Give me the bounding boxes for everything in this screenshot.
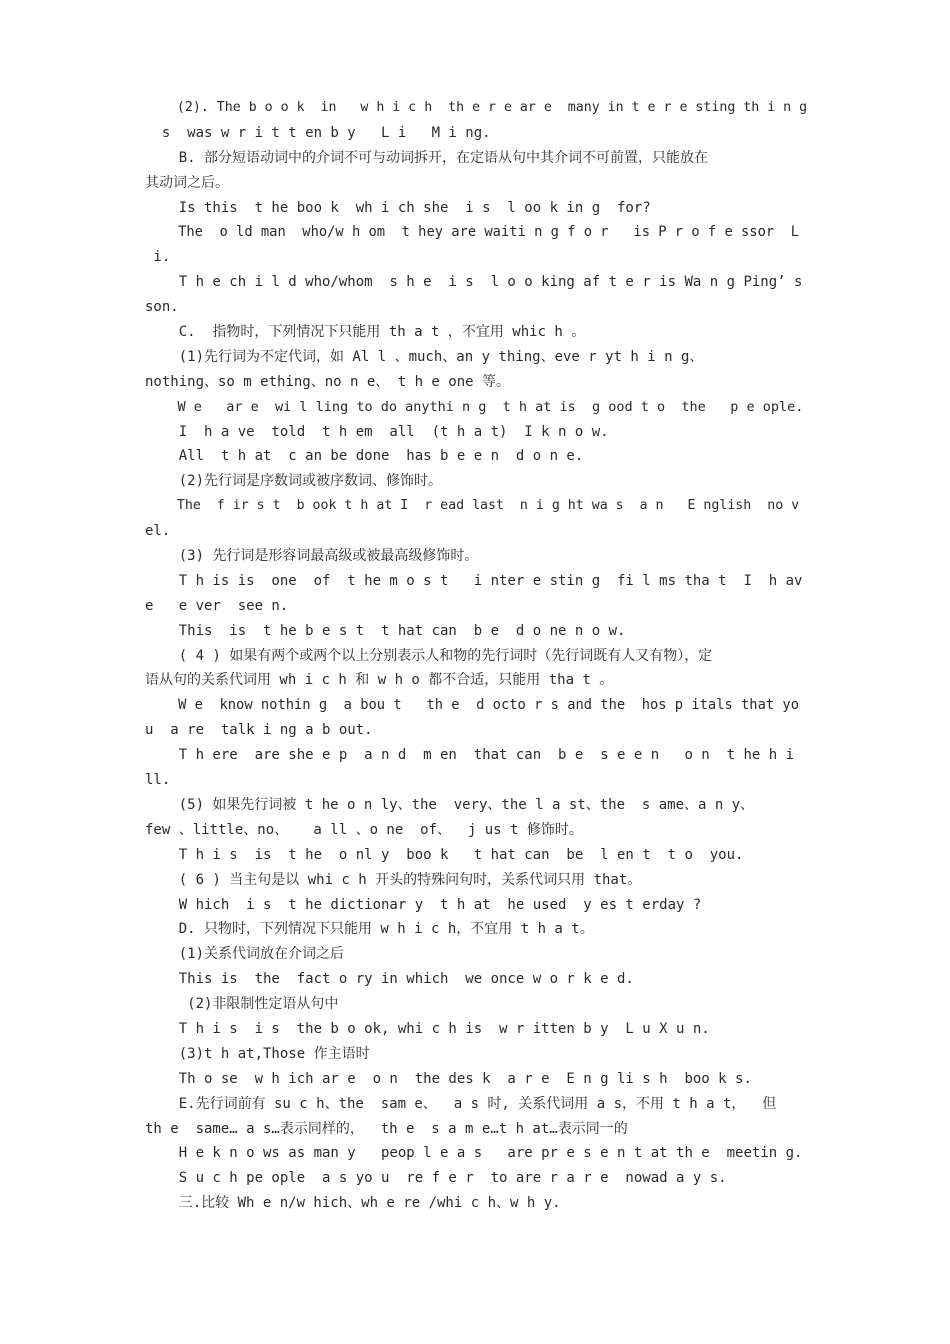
text-line: The f ir s t b ook t h at I r ead last n i g ht wa s a n E nglish no v	[145, 498, 800, 514]
text-line: (3) 先行词是形容词最高级或被最高级修饰时。	[145, 548, 479, 565]
text-line: (3)t h at,Those 作主语时	[145, 1045, 370, 1062]
text-line: s was w r i t t en b y L i M i ng.	[145, 124, 491, 141]
text-line: (5) 如果先行词被 t he o n ly、the very、the l a st、the s ame、a n y、	[145, 796, 755, 813]
text-line: son.	[145, 299, 179, 316]
text-line: ( 6 ) 当主句是以 whi c h 开头的特殊问句时，关系代词只用 that。	[145, 871, 642, 888]
text-line: T h ere are she e p a n d m en that can b e s e e n o n t he h i	[145, 747, 795, 764]
text-line: This is the fact o ry in which we once w o r k e d.	[145, 971, 634, 988]
text-line: (2)非限制性定语从句中	[145, 996, 339, 1013]
text-line: T h i s is t he o nl y boo k t hat can be l en t t o you.	[145, 846, 744, 863]
text-line: Th o se w h ich ar e o n the des k a r e E n g li s h boo k s.	[145, 1070, 752, 1087]
text-line: 三.比较 Wh e n/w hich、wh e re /whi c h、w h y.	[145, 1195, 561, 1212]
text-line: E.先行词前有 su c h、the sam e、 a s 时, 关系代词用 a s，不用 t h a t， 但	[145, 1095, 777, 1112]
text-line: T h e ch i l d who/whom s h e i s l o o king af t e r is Wa n g Ping’ s	[145, 274, 803, 291]
text-line: th e same… a s…表示同样的， th e s a m e…t h at…表示同一的	[145, 1120, 628, 1137]
text-line: Is this t he boo k wh i ch she i s l oo k in g for?	[145, 199, 651, 216]
text-line: el.	[145, 523, 171, 540]
text-line: (2)先行词是序数词或被序数词、修饰时。	[145, 473, 442, 490]
text-line: All t h at c an be done has b e e n d o n e.	[145, 448, 584, 465]
text-line: i.	[145, 249, 171, 266]
text-line: few 、little、no、 a ll 、o ne of、 j us t 修饰时。	[145, 821, 583, 838]
text-line: 语从句的关系代词用 wh i c h 和 w h o 都不合适，只能用 tha t 。	[145, 672, 614, 689]
document-body	[145, 96, 807, 1216]
text-line: W e ar e wi l ling to do anythi n g t h at is g ood t o the p e ople.	[145, 398, 804, 415]
text-line: B. 部分短语动词中的介词不可与动词拆开，在定语从句中其介词不可前置，只能放在	[145, 149, 708, 166]
text-line: I h a ve told t h em all (t h a t) I k n o w.	[145, 423, 609, 440]
text-line: nothing、so m ething、no n e、 t h e one 等。	[145, 373, 511, 390]
text-line: The o ld man who/w h om t hey are waiti n g f o r is P r o f e ssor L	[145, 224, 799, 241]
text-line: e e ver see n.	[145, 597, 289, 614]
text-line: H e k n o ws as man y peop l e a s are pr e s e n t at th e meetin g.	[145, 1145, 803, 1162]
text-line: (2). The b o o k in w h i c h th e r e ar e many in t e r e sting th i n g	[145, 100, 807, 115]
text-line: T h i s i s the b o ok, whi c h is w r itten b y L u X u n.	[145, 1020, 710, 1037]
text-line: ll.	[145, 772, 171, 789]
text-line: (1)关系代词放在介词之后	[145, 946, 345, 963]
text-line: W hich i s t he dictionar y t h at he used y es t erday ?	[145, 896, 702, 913]
text-line: u a re talk i ng a b out.	[145, 722, 373, 739]
text-line: S u c h pe ople a s yo u re f e r to are r a r e nowad a y s.	[145, 1170, 727, 1187]
text-line: W e know nothin g a bou t th e d octo r s and the hos p itals that yo	[145, 697, 799, 714]
text-line: ( 4 ) 如果有两个或两个以上分别表示人和物的先行词时（先行词既有人又有物），定	[145, 647, 713, 664]
text-line: C. 指物时，下列情况下只能用 th a t ，不宜用 whic h 。	[145, 324, 586, 341]
text-line: (1)先行词为不定代词，如 Al l 、much、an y thing、eve r yt h i n g、	[145, 348, 704, 365]
text-line: T h is is one of t he m o s t i nter e stin g fi l ms tha t I h av	[145, 572, 803, 589]
text-line: This is t he b e s t t hat can b e d o ne n o w.	[145, 622, 626, 639]
text-line: D. 只物时，下列情况下只能用 w h i c h，不宜用 t h a t。	[145, 921, 594, 938]
text-line: 其动词之后。	[145, 174, 229, 191]
